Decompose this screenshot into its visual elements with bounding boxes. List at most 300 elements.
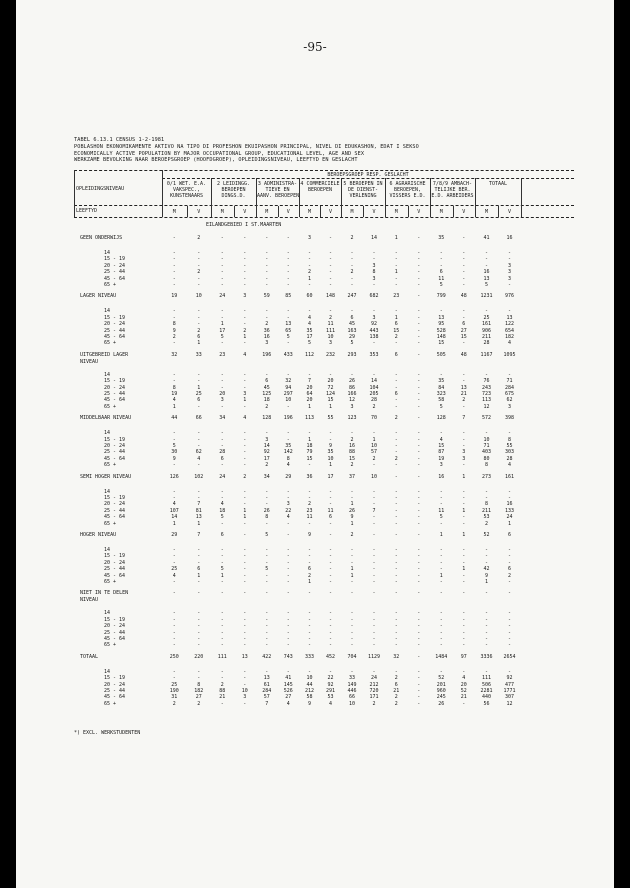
table-row xyxy=(16,404,614,411)
table-cell: 4 xyxy=(243,351,247,358)
table-cell: 526 xyxy=(283,688,293,694)
table-cell: 2 xyxy=(350,269,354,276)
table-cell: - xyxy=(307,559,311,566)
table-cell: 14 xyxy=(263,443,270,449)
table-cell: - xyxy=(286,235,290,241)
table-cell: - xyxy=(394,397,398,404)
table-cell: 94 xyxy=(285,384,292,391)
table-cell: - xyxy=(286,256,290,263)
table-row xyxy=(16,293,614,300)
table-cell: 29 xyxy=(285,473,292,480)
table-cell: - xyxy=(286,269,290,276)
table-cell: - xyxy=(394,616,398,623)
table-cell: 4 xyxy=(307,314,311,321)
table-cell: - xyxy=(265,495,269,501)
table-cell: - xyxy=(197,559,201,566)
table-cell: 44 xyxy=(171,415,178,422)
table-cell: 23 xyxy=(393,293,400,300)
table-cell: - xyxy=(220,275,224,282)
table-cell: 70 xyxy=(370,415,378,422)
table-cell: 245 xyxy=(436,694,446,701)
table-cell: - xyxy=(220,488,224,495)
table-cell: - xyxy=(439,642,443,649)
table-cell: 247 xyxy=(347,293,357,300)
table-cell: 24 xyxy=(370,675,378,682)
row-label: 45 - 64 xyxy=(104,636,126,642)
table-cell: - xyxy=(265,235,269,241)
table-cell: 32 xyxy=(393,653,400,660)
table-cell: - xyxy=(394,623,398,630)
table-cell: - xyxy=(328,520,332,527)
page-number: -95- xyxy=(303,40,327,54)
table-cell: 166 xyxy=(347,391,357,397)
table-title-line: WERKZAME BEVOLKING NAAR BEROEPSGROEP (HOOFDGROEP), OPLEIDINGSNIVEAU, LEEFTYD EN GESLACHT xyxy=(74,157,358,164)
table-cell: - xyxy=(286,610,290,617)
table-cell: - xyxy=(484,256,488,263)
table-cell: 1 xyxy=(172,520,176,527)
table-cell: - xyxy=(439,636,443,642)
table-cell: - xyxy=(172,675,176,682)
table-cell: 20 xyxy=(306,397,313,404)
table-cell: - xyxy=(372,629,376,636)
table-cell: - xyxy=(417,391,421,397)
table-cell: 190 xyxy=(169,688,179,694)
table-cell: 1 xyxy=(307,403,311,410)
table-cell: 21 xyxy=(219,694,226,701)
table-cell: - xyxy=(417,501,421,508)
table-cell: - xyxy=(439,520,443,527)
table-cell: 28 xyxy=(219,449,226,456)
table-cell: 52 xyxy=(438,675,445,682)
table-cell: 2 xyxy=(220,681,224,688)
table-cell: - xyxy=(394,282,398,288)
table-cell: 27 xyxy=(460,327,467,334)
table-cell: 1 xyxy=(394,314,398,321)
table-cell: 36 xyxy=(263,327,270,334)
table-cell: 1 xyxy=(462,532,466,538)
table-cell: - xyxy=(350,547,354,553)
table-cell: - xyxy=(328,269,332,276)
row-label: 20 - 24 xyxy=(104,501,126,508)
table-cell: - xyxy=(417,532,421,538)
table-cell: - xyxy=(417,462,421,469)
table-cell: - xyxy=(417,443,421,449)
table-cell: - xyxy=(394,495,398,501)
table-cell: 81 xyxy=(195,507,202,514)
row-label: 65 + xyxy=(104,462,117,469)
table-cell: 528 xyxy=(436,327,446,334)
table-cell: 18 xyxy=(219,507,226,514)
table-cell: 1 xyxy=(197,340,201,347)
table-cell: - xyxy=(243,553,247,560)
table-cell: 111 xyxy=(481,675,492,682)
table-cell: - xyxy=(394,462,398,469)
table-cell: 111 xyxy=(325,327,336,334)
table-cell: - xyxy=(507,250,511,256)
table-cell: 220 xyxy=(194,653,204,660)
table-cell: - xyxy=(372,430,376,437)
table-cell: 3336 xyxy=(480,653,493,660)
table-cell: 11 xyxy=(438,507,445,514)
table-cell: - xyxy=(243,403,247,410)
table-cell: 1 xyxy=(197,520,201,527)
table-cell: - xyxy=(243,455,247,462)
table-cell: 53 xyxy=(327,694,334,701)
table-cell: - xyxy=(172,250,176,256)
table-cell: 123 xyxy=(347,415,357,422)
table-cell: - xyxy=(394,436,398,443)
row-label: 65 + xyxy=(104,579,117,585)
table-cell: - xyxy=(307,308,311,315)
table-cell: - xyxy=(394,403,398,410)
table-cell: - xyxy=(243,321,247,328)
sex-v-label: V xyxy=(328,209,332,215)
row-label: 20 - 24 xyxy=(104,623,126,630)
row-label: LAGER NIVEAU xyxy=(80,293,117,300)
table-cell: - xyxy=(243,700,247,707)
table-cell: - xyxy=(394,507,398,514)
table-cell: - xyxy=(507,616,511,623)
table-cell: 3 xyxy=(507,403,511,410)
sex-v-label: V xyxy=(462,209,466,215)
table-cell: - xyxy=(417,681,421,688)
table-cell: 293 xyxy=(347,351,357,358)
table-cell: 4 xyxy=(328,700,332,707)
table-cell: - xyxy=(172,269,176,276)
table-cell: - xyxy=(350,495,354,501)
table-cell: - xyxy=(265,250,269,256)
table-cell: 211 xyxy=(481,507,492,514)
table-cell: 1 xyxy=(462,566,466,573)
table-cell: - xyxy=(220,610,224,617)
table-cell: - xyxy=(286,436,290,443)
table-cell: - xyxy=(507,547,511,553)
table-cell: - xyxy=(243,378,247,385)
table-cell: 41 xyxy=(483,235,490,241)
table-cell: - xyxy=(243,436,247,443)
table-cell: - xyxy=(394,250,398,256)
table-cell: - xyxy=(172,623,176,630)
table-cell: 7 xyxy=(197,532,201,538)
table-cell: - xyxy=(220,403,224,410)
table-cell: - xyxy=(220,636,224,642)
column-header: 3 ADMINISTRA- TIEVE EN AANV. BEROEPEN xyxy=(257,181,300,199)
table-cell: - xyxy=(394,636,398,642)
table-cell: 84 xyxy=(438,384,445,391)
table-cell: 18 xyxy=(306,443,313,449)
table-cell: - xyxy=(197,642,201,649)
table-cell: - xyxy=(243,314,247,321)
table-cell: 9 xyxy=(328,443,332,449)
table-cell: 62 xyxy=(195,449,202,456)
table-cell: - xyxy=(286,668,290,675)
table-row xyxy=(16,415,614,422)
table-cell: - xyxy=(243,269,247,276)
table-cell: - xyxy=(462,501,466,508)
table-row xyxy=(16,235,614,242)
table-cell: 2281 xyxy=(480,688,493,694)
table-cell: - xyxy=(350,262,354,269)
table-cell: 111 xyxy=(217,653,227,660)
table-cell: 66 xyxy=(195,415,202,422)
row-label: 20 - 24 xyxy=(104,262,126,269)
table-cell: - xyxy=(417,449,421,456)
table-cell: 58 xyxy=(306,694,313,701)
table-cell: 1771 xyxy=(503,688,516,694)
table-cell: 113 xyxy=(304,415,315,422)
table-cell: 1129 xyxy=(367,653,381,660)
table-cell: - xyxy=(462,256,466,263)
table-cell: - xyxy=(507,308,511,315)
table-cell: - xyxy=(286,642,290,649)
table-cell: - xyxy=(372,572,376,579)
table-cell: - xyxy=(439,262,443,269)
row-label: 15 - 19 xyxy=(104,495,126,501)
table-cell: 9 xyxy=(172,455,176,462)
table-cell: 23 xyxy=(219,351,226,358)
table-cell: - xyxy=(328,636,332,642)
table-cell: - xyxy=(172,371,176,378)
row-label: 45 - 64 xyxy=(104,397,126,404)
table-cell: 2 xyxy=(197,235,201,241)
row-label: 15 - 19 xyxy=(104,675,126,682)
table-cell: 205 xyxy=(369,391,379,397)
table-cell: 1484 xyxy=(435,653,448,660)
table-cell: 5 xyxy=(220,566,224,573)
table-cell: 1 xyxy=(484,579,488,585)
table-cell: 3 xyxy=(507,275,511,282)
table-cell: 15 xyxy=(306,455,313,462)
table-cell: 323 xyxy=(436,391,446,397)
table-cell: - xyxy=(462,623,466,630)
table-cell: 743 xyxy=(283,653,293,660)
table-cell: 307 xyxy=(504,694,515,701)
table-cell: - xyxy=(462,262,466,269)
table-cell: 10 xyxy=(285,397,292,404)
table-cell: - xyxy=(265,371,269,378)
table-cell: - xyxy=(172,642,176,649)
table-cell: 6 xyxy=(220,455,224,462)
table-cell: 3 xyxy=(328,340,332,347)
table-cell: - xyxy=(265,488,269,495)
table-cell: 92 xyxy=(506,675,513,682)
table-cell: - xyxy=(417,488,421,495)
sex-m-label: M xyxy=(350,209,354,215)
table-cell: 24 xyxy=(506,514,513,521)
table-cell: - xyxy=(265,256,269,263)
table-cell: - xyxy=(197,308,201,315)
table-cell: - xyxy=(417,507,421,514)
table-cell: - xyxy=(417,688,421,694)
table-cell: 2 xyxy=(484,520,488,527)
table-title-line: TABEL 6.13.1 CENSUS 1-2-1981 xyxy=(74,137,165,143)
table-cell: - xyxy=(243,256,247,263)
table-cell: 6 xyxy=(265,378,269,385)
table-cell: - xyxy=(462,250,466,256)
table-cell: - xyxy=(243,636,247,642)
table-cell: 8 xyxy=(172,321,176,328)
table-cell: 6 xyxy=(507,532,511,538)
table-cell: - xyxy=(172,262,176,269)
table-cell: - xyxy=(243,495,247,501)
table-cell: 13 xyxy=(438,314,445,321)
row-label: 65 + xyxy=(104,340,117,347)
table-cell: - xyxy=(172,430,176,437)
table-cell: - xyxy=(307,262,311,269)
table-cell: - xyxy=(265,572,269,579)
table-cell: 26 xyxy=(263,507,270,514)
table-cell: 906 xyxy=(481,327,492,334)
table-cell: - xyxy=(197,675,201,682)
table-cell: - xyxy=(350,308,354,315)
row-label: 15 - 19 xyxy=(104,256,126,263)
table-cell: 182 xyxy=(194,688,204,694)
table-cell: 333 xyxy=(304,653,315,660)
table-cell: - xyxy=(243,520,247,527)
table-cell: 443 xyxy=(369,327,379,334)
table-cell: - xyxy=(507,668,511,675)
sex-v-label: V xyxy=(507,209,511,215)
table-cell: 10 xyxy=(370,443,378,449)
row-label: 14 xyxy=(104,610,111,617)
table-cell: 16 xyxy=(506,235,513,241)
row-label: NIET IN TE DELEN NIVEAU xyxy=(80,590,129,604)
table-cell: 66 xyxy=(348,694,356,701)
table-cell: 112 xyxy=(304,351,315,358)
table-cell: 125 xyxy=(262,391,272,397)
table-cell: 4 xyxy=(286,514,290,521)
table-cell: - xyxy=(507,629,511,636)
table-cell: - xyxy=(328,532,332,538)
table-cell: - xyxy=(307,256,311,263)
table-cell: - xyxy=(462,629,466,636)
table-row xyxy=(16,532,614,539)
table-cell: 20 xyxy=(219,391,226,397)
table-cell: 4 xyxy=(220,501,224,508)
table-cell: - xyxy=(265,501,269,508)
table-cell: 2 xyxy=(197,700,201,707)
table-cell: 2 xyxy=(507,572,511,579)
table-cell: 29 xyxy=(171,532,178,538)
table-cell: - xyxy=(243,443,247,449)
table-cell: - xyxy=(328,275,332,282)
table-cell: 16 xyxy=(483,269,490,276)
table-cell: - xyxy=(243,462,247,469)
table-cell: 15 xyxy=(393,327,400,334)
table-cell: 55 xyxy=(506,443,513,449)
table-cell: - xyxy=(372,514,376,521)
table-cell: - xyxy=(484,495,488,501)
table-cell: 3 xyxy=(350,403,354,410)
table-cell: - xyxy=(484,616,488,623)
table-cell: 17 xyxy=(219,327,226,334)
table-cell: - xyxy=(243,371,247,378)
table-cell: 79 xyxy=(306,449,313,456)
table-cell: - xyxy=(372,642,376,649)
table-cell: 17 xyxy=(263,455,270,462)
table-cell: 32 xyxy=(171,351,178,358)
table-cell: 2 xyxy=(394,700,398,707)
table-cell: 13 xyxy=(483,275,490,282)
header-row-label: LEEFTYD xyxy=(76,208,98,214)
table-cell: 6 xyxy=(394,681,398,688)
table-cell: - xyxy=(394,256,398,263)
table-cell: - xyxy=(462,430,466,437)
column-header: 5 BEROEPEN IN DE DIENST- VERLENING xyxy=(343,181,383,199)
table-cell: 34 xyxy=(219,415,226,422)
table-cell: 250 xyxy=(169,653,179,660)
table-cell: - xyxy=(394,547,398,553)
table-cell: - xyxy=(243,384,247,391)
table-cell: - xyxy=(417,675,421,682)
table-cell: 26 xyxy=(348,507,356,514)
table-cell: - xyxy=(172,590,176,597)
table-cell: - xyxy=(462,378,466,385)
sex-v-label: V xyxy=(243,209,247,215)
table-cell: 35 xyxy=(438,235,445,241)
table-cell: - xyxy=(372,488,376,495)
table-cell: 2 xyxy=(394,694,398,701)
table-cell: - xyxy=(172,340,176,347)
table-cell: - xyxy=(462,610,466,617)
table-cell: - xyxy=(417,590,421,597)
table-cell: 35 xyxy=(306,327,313,334)
table-cell: - xyxy=(286,495,290,501)
table-cell: 196 xyxy=(283,415,293,422)
table-cell: - xyxy=(220,269,224,276)
table-cell: - xyxy=(350,256,354,263)
table-cell: 22 xyxy=(327,675,334,682)
table-cell: 19 xyxy=(171,391,178,397)
row-label: 25 - 44 xyxy=(104,629,126,636)
table-cell: - xyxy=(243,566,247,573)
table-cell: - xyxy=(197,488,201,495)
table-cell: - xyxy=(394,384,398,391)
table-cell: - xyxy=(307,642,311,649)
table-cell: - xyxy=(462,579,466,585)
table-cell: - xyxy=(243,488,247,495)
table-cell: - xyxy=(265,547,269,553)
table-cell: 23 xyxy=(306,507,313,514)
table-cell: 6 xyxy=(394,351,398,358)
table-cell: 2 xyxy=(350,532,354,538)
table-cell: 71 xyxy=(483,443,490,449)
table-cell: - xyxy=(197,547,201,553)
table-cell: 37 xyxy=(348,473,356,480)
table-cell: - xyxy=(220,495,224,501)
table-cell: 291 xyxy=(325,688,336,694)
table-cell: - xyxy=(265,314,269,321)
table-cell: 2 xyxy=(197,327,201,334)
table-cell: - xyxy=(307,668,311,675)
table-cell: 15 xyxy=(348,455,356,462)
row-label: 20 - 24 xyxy=(104,559,126,566)
table-cell: - xyxy=(439,250,443,256)
table-cell: 15 xyxy=(438,443,445,449)
table-cell: 138 xyxy=(369,334,379,340)
table-cell: - xyxy=(417,371,421,378)
table-cell: 398 xyxy=(504,415,515,422)
row-label: 20 - 24 xyxy=(104,321,126,328)
table-cell: 9 xyxy=(307,700,311,707)
table-cell: - xyxy=(484,308,488,315)
table-cell: - xyxy=(350,579,354,585)
table-cell: - xyxy=(307,520,311,527)
table-cell: 3 xyxy=(243,391,247,397)
row-label: 14 xyxy=(104,250,111,256)
table-cell: - xyxy=(172,553,176,560)
table-cell: 12 xyxy=(348,397,356,404)
